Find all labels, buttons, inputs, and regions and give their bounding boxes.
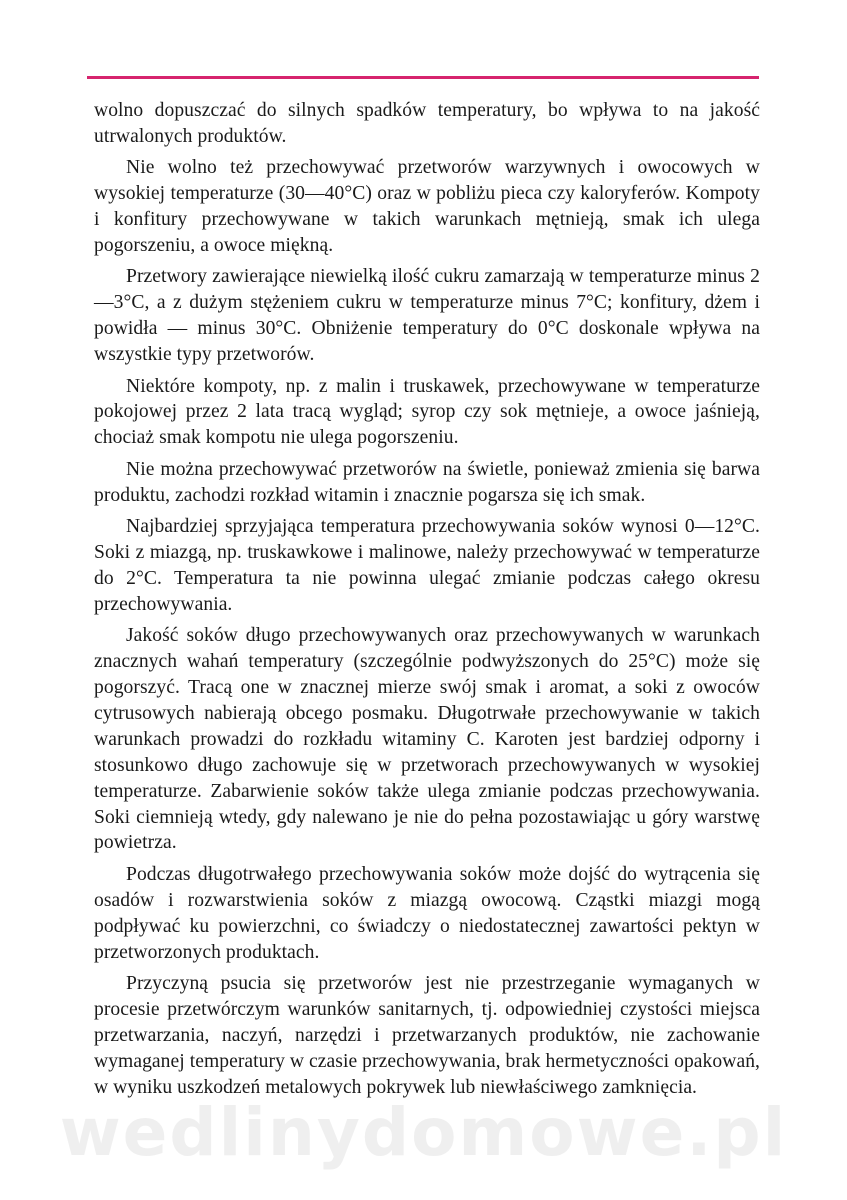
- paragraph: Przyczyną psucia się przetworów jest nie przestrzeganie wymaganych w procesie przetwórczym warunków sanitarnych, tj. odpowiedniej czystości miejsca przetwarzania, naczyń, narzędzi i przetwarzanych produktów, nie zachowanie wymaganej temperatury w czasie przechowywania, brak hermetyczności opakowań, w wyniku uszkodzeń metalowych pokrywek lub niewłaściwego zamknięcia.: [94, 973, 760, 1098]
- paragraph: Najbardziej sprzyjająca temperatura przechowywania soków wynosi 0—12°C. Soki z miazgą, np. truskawkowe i malinowe, należy przechowywać w temperaturze do 2°C. Temperatura ta nie powinna ulegać zmianie podczas całego okresu przechowywania.: [94, 516, 760, 615]
- body-text: [94, 98, 760, 1106]
- paragraph: Niektóre kompoty, np. z malin i truskawek, przechowywane w temperaturze pokojowej przez 2 lata tracą wygląd; syrop czy sok mętnieje, a owoce jaśnieją, chociaż smak kompotu nie ulega pogorszeniu.: [94, 375, 760, 449]
- paragraph: Nie wolno też przechowywać przetworów warzywnych i owocowych w wysokiej temperaturze (30—40°C) oraz w pobliżu pieca czy kaloryferów. Kompoty i konfitury przechowywane w takich warunkach mętnieją, smak ich ulega pogorszeniu, a owoce miękną.: [94, 157, 760, 257]
- paragraph: wolno dopuszczać do silnych spadków temperatury, bo wpływa to na jakość utrwalonych produktów.: [94, 100, 760, 147]
- watermark: wedlinydomowe.pl: [59, 1094, 788, 1171]
- paragraph: Przetwory zawierające niewielką ilość cukru zamarzają w temperaturze minus 2—3°C, a z dużym stężeniem cukru w temperaturze minus 7°C; konfitury, dżem i powidła — minus 30°C. Obniżenie temperatury do 0°C doskonale wpływa na wszystkie typy przetworów.: [94, 266, 760, 366]
- paragraph: Jakość soków długo przechowywanych oraz przechowywanych w warunkach znacznych wahań temperatury (szczególnie podwyższonych do 25°C) może się pogorszyć. Tracą one w znacznej mierze swój smak i aromat, a soki z owoców cytrusowych nabierają obcego posmaku. Długotrwałe przechowywanie w takich warunkach prowadzi do rozkładu witaminy C. Karoten jest bardziej odporny i stosunkowo długo zachowuje się w przetworach przechowywanych w wysokiej temperaturze. Zabarwienie soków także ulega zmianie podczas przechowywania. Soki ciemnieją wtedy, gdy nalewano je nie do pełna pozostawiając u góry warstwę powietrza.: [94, 625, 760, 854]
- header-rule: [87, 76, 759, 79]
- paragraph: Nie można przechowywać przetworów na świetle, ponieważ zmienia się barwa produktu, zachodzi rozkład witamin i znacznie pogarsza się ich smak.: [94, 458, 760, 506]
- paragraph: Podczas długotrwałego przechowywania soków może dojść do wytrącenia się osadów i rozwarstwienia soków z miazgą owocową. Cząstki miazgi mogą podpływać ku powierzchni, co świadczy o niedostatecznej zawartości pektyn w przetworzonych produktach.: [94, 863, 760, 963]
